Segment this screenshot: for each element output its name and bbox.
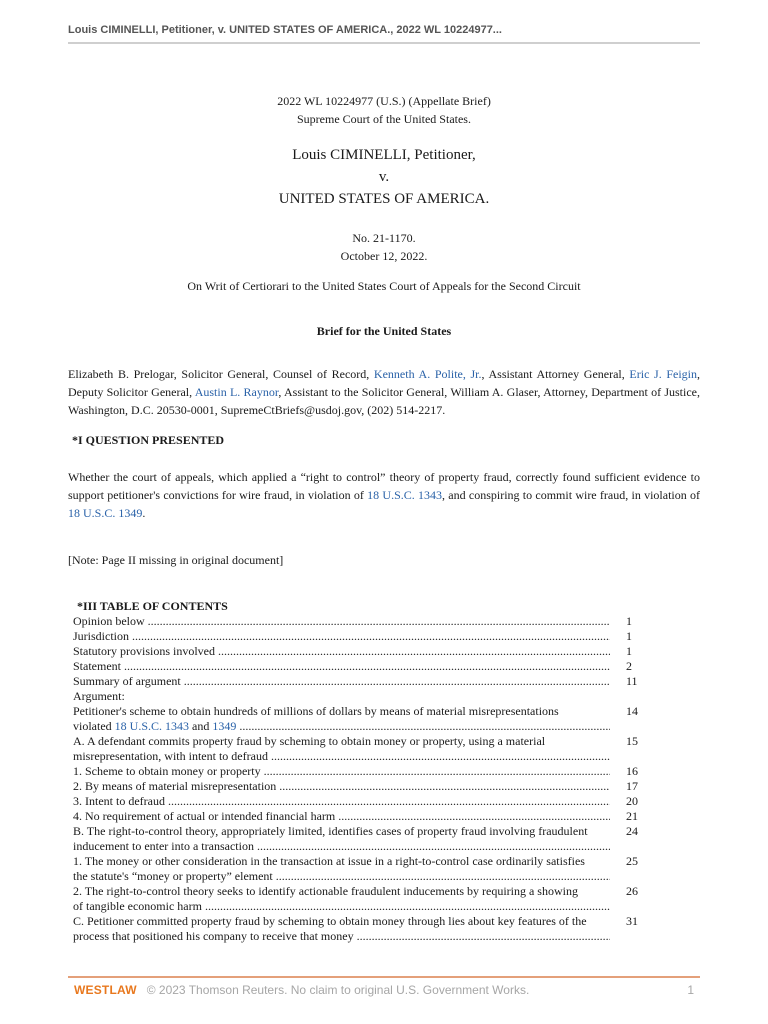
toc-entry-statement[interactable] — [73, 659, 673, 674]
statute-link-1349[interactable]: 18 U.S.C. 1349 — [68, 506, 143, 520]
toc-entry-title: Summary of argument ..... — [73, 674, 610, 689]
toc-entry-title: Argument: — [73, 689, 125, 703]
versus-line: v. — [378, 169, 390, 185]
westlaw-logo: WESTLAW — [74, 983, 137, 997]
toc-entry-title-continued — [73, 719, 610, 734]
toc-page-number: 11 — [626, 674, 638, 688]
toc-page-number: 1 — [626, 644, 632, 658]
case-caption — [68, 144, 700, 210]
toc-page-number: 21 — [626, 809, 638, 823]
toc-entry-title: Petitioner's scheme to obtain hundreds of millions of dollars by means of material misrepresentations — [73, 704, 559, 718]
toc-page-number: 14 — [626, 704, 638, 718]
citation-block — [68, 92, 700, 128]
toc-entry-title: Statutory provisions involved ..... — [73, 644, 610, 659]
counsel-link-raynor[interactable]: Austin L. Raynor — [194, 385, 279, 399]
toc-entry-title: Statement ..... — [73, 659, 610, 674]
toc-entry-title: Jurisdiction ..... — [73, 629, 610, 644]
toc-entry-title: Opinion below ..... — [73, 614, 610, 629]
court-line: Supreme Court of the United States. — [297, 112, 471, 126]
petitioner-line: Louis CIMINELLI, Petitioner, — [292, 147, 476, 163]
question-text: Whether the court of appeals, which applied a “right to control” theory of property fraud, correctly found sufficient evidence to support petitioner's convictions for wire fraud, in violation of — [68, 470, 700, 502]
statute-link-1343[interactable]: 18 U.S.C. 1343 — [367, 488, 443, 502]
toc-entry-argument — [73, 689, 673, 704]
writ-line: On Writ of Certiorari to the United States Court of Appeals for the Second Circuit — [187, 279, 581, 293]
toc-entry-title: 2. By means of material misrepresentation ..... — [73, 779, 610, 794]
counsel-link-feigin[interactable]: Eric J. Feigin — [629, 367, 698, 381]
toc-page-number: 31 — [626, 914, 638, 928]
toc-statute-link-1349[interactable]: 1349 — [212, 719, 237, 733]
respondent-line: UNITED STATES OF AMERICA. — [278, 191, 490, 207]
counsel-text: , Assistant Attorney General, — [481, 367, 630, 381]
toc-entry-title: B. The right-to-control theory, appropriately limited, identifies cases of property fraud involving fraudulent — [73, 824, 588, 838]
toc-entry-text: violated — [73, 719, 115, 733]
toc-entry-a1[interactable] — [73, 764, 673, 779]
toc-entry-title-continued: inducement to enter into a transaction ..... — [73, 839, 610, 854]
toc-entry-title-continued: the statute's “money or property” element ..... — [73, 869, 610, 884]
question-presented-paragraph — [68, 468, 700, 522]
toc-entry-a4[interactable] — [73, 809, 673, 824]
running-header: Louis CIMINELLI, Petitioner, v. UNITED STATES OF AMERICA., 2022 WL 10224977... — [68, 24, 700, 44]
toc-page-number: 1 — [626, 614, 632, 628]
toc-entry-statutory-provisions[interactable] — [73, 644, 673, 659]
toc-page-number: 25 — [626, 854, 638, 868]
toc-page-number: 24 — [626, 824, 638, 838]
toc-entry-title-continued: of tangible economic harm ..... — [73, 899, 610, 914]
counsel-text: , Assistant to the Solicitor General, William A. Glaser, Attorney, Department of Justice, Washington, D.C. 20530-0001, SupremeCtBriefs@usdoj.gov, (202) 514-2217. — [68, 385, 700, 417]
toc-entry-title: 1. The money or other consideration in the transaction at issue in a right-to-control case ordinarily satisfies — [73, 854, 585, 868]
toc-entry-title: C. Petitioner committed property fraud by scheming to obtain money through lies about key features of the — [73, 914, 587, 928]
toc-entry-a2[interactable] — [73, 779, 673, 794]
toc-entry-section-c[interactable] — [73, 914, 673, 944]
question-text: , and conspiring to commit wire fraud, in violation of — [442, 488, 701, 502]
missing-page-note: [Note: Page II missing in original document] — [68, 553, 284, 567]
toc-entry-title: 3. Intent to defraud ..... — [73, 794, 610, 809]
toc-entry-b1[interactable] — [73, 854, 673, 884]
toc-page-number: 15 — [626, 734, 638, 748]
toc-entry-section-b[interactable] — [73, 824, 673, 854]
toc-statute-link-1343[interactable]: 18 U.S.C. 1343 — [114, 719, 189, 733]
citation-line: 2022 WL 10224977 (U.S.) (Appellate Brief) — [277, 94, 491, 108]
question-text: . — [142, 506, 146, 520]
toc-entry-text: and — [189, 719, 213, 733]
toc-entry-b2[interactable] — [73, 884, 673, 914]
toc-entry-summary-of-argument[interactable] — [73, 674, 673, 689]
counsel-text: Elizabeth B. Prelogar, Solicitor General, Counsel of Record, — [68, 367, 374, 381]
toc-entry-petitioner-scheme[interactable] — [73, 704, 673, 734]
toc-page-number: 26 — [626, 884, 638, 898]
toc-entry-title: 4. No requirement of actual or intended financial harm ..... — [73, 809, 610, 824]
toc-entry-opinion-below[interactable] — [73, 614, 673, 629]
toc-entry-title: 1. Scheme to obtain money or property ..... — [73, 764, 610, 779]
toc-page-number: 17 — [626, 779, 638, 793]
toc-page-number: 20 — [626, 794, 638, 808]
filing-date: October 12, 2022. — [340, 249, 428, 263]
toc-entry-title: 2. The right-to-control theory seeks to identify actionable fraudulent inducements by requiring a showing — [73, 884, 578, 898]
page-footer — [68, 976, 700, 997]
question-presented-heading: *I QUESTION PRESENTED — [72, 433, 225, 447]
toc-heading: *III TABLE OF CONTENTS — [77, 599, 228, 613]
toc-entry-title-continued: process that positioned his company to receive that money ..... — [73, 929, 610, 944]
page-number: 1 — [687, 983, 694, 997]
counsel-paragraph — [68, 365, 700, 419]
toc-entry-title-continued: misrepresentation, with intent to defraud ..... — [73, 749, 610, 764]
counsel-link-polite[interactable]: Kenneth A. Polite, Jr. — [373, 367, 482, 381]
docket-block — [68, 229, 700, 265]
copyright-notice: © 2023 Thomson Reuters. No claim to original U.S. Government Works. — [146, 983, 530, 997]
docket-number: No. 21-1170. — [352, 231, 416, 245]
toc-page-number: 2 — [626, 659, 632, 673]
toc-page-number: 1 — [626, 629, 632, 643]
table-of-contents — [73, 614, 673, 944]
toc-page-number: 16 — [626, 764, 638, 778]
toc-entry-jurisdiction[interactable] — [73, 629, 673, 644]
toc-entry-title: A. A defendant commits property fraud by scheming to obtain money or property, using a material — [73, 734, 546, 748]
toc-entry-section-a[interactable] — [73, 734, 673, 764]
counsel-text: , Deputy Solicitor General, — [68, 367, 701, 399]
brief-title: Brief for the United States — [316, 324, 452, 338]
toc-entry-a3[interactable] — [73, 794, 673, 809]
toc-page-number — [610, 689, 673, 704]
